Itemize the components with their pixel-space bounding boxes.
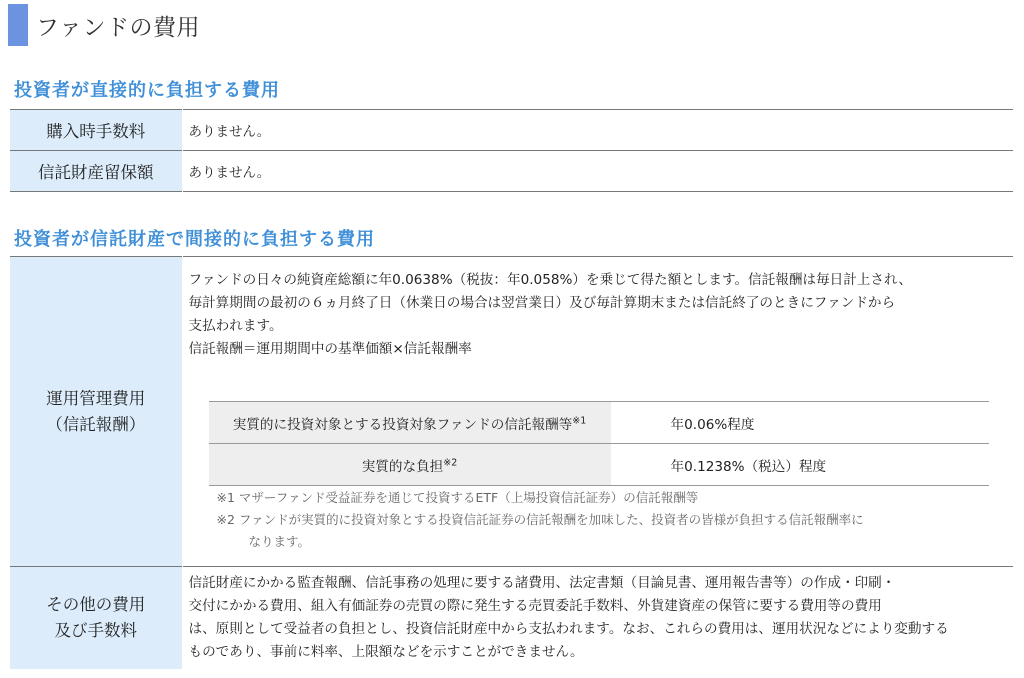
description-line: 交付にかかる費用、組入有価証券の売買の際に発生する売買委託手数料、外貨建資産の保管に要する費用等の費用 — [188, 597, 882, 614]
row-label: 購入時手数料 — [10, 110, 182, 151]
table-row — [10, 110, 1013, 151]
breakdown-label — [209, 444, 611, 486]
footnote-1: ※1 マザーファンド受益証券を通じて投資するETF（上場投資信託証券）の信託報酬等 — [216, 490, 699, 505]
indirect-costs-table — [10, 256, 1013, 669]
other-fees-label-line2: 及び手数料 — [54, 620, 137, 640]
table-row — [10, 151, 1013, 192]
footnote-mark: ※1 — [572, 414, 587, 426]
table-row — [209, 402, 989, 444]
breakdown-value: 年0.1238%（税込）程度 — [611, 444, 989, 486]
other-fees-label — [10, 567, 182, 669]
management-fee-detail — [182, 257, 1013, 567]
footnote-2-line1: ※2 ファンドが実質的に投資対象とする投資信託証券の信託報酬を加味した、投資者の皆様が負担する信託報酬率に — [216, 512, 864, 527]
description-line: ファンドの日々の純資産総額に年0.0638%（税抜：年0.058%）を乗じて得た額とします。信託報酬は毎日計上され、 — [188, 272, 912, 288]
page-title-bar — [8, 4, 200, 46]
footnote-mark: ※2 — [443, 456, 458, 468]
description-line: 毎計算期間の最初の６ヵ月終了日（休業日の場合は翌営業日）及び毎計算期末または信託終了のときにファンドから — [188, 295, 896, 311]
fee-formula: 信託報酬＝運用期間中の基準価額×信託報酬率 — [188, 341, 472, 357]
table-row — [10, 257, 1013, 567]
description-line: 支払われます。 — [188, 318, 283, 334]
breakdown-label-text: 実質的な負担 — [361, 458, 444, 475]
other-fees-description — [189, 572, 1014, 664]
row-value: ありません。 — [188, 124, 271, 140]
page-title: ファンドの費用 — [36, 14, 201, 41]
other-fees-detail — [182, 567, 1013, 669]
description-line: ものであり、事前に料率、上限額などを示すことができません。 — [188, 643, 584, 660]
breakdown-label-text: 実質的に投資対象とする投資対象ファンドの信託報酬等 — [232, 416, 573, 433]
direct-costs-table — [10, 109, 1013, 192]
breakdown-value: 年0.06%程度 — [611, 402, 989, 444]
row-label: 信託財産留保額 — [10, 151, 182, 192]
indirect-costs-heading: 投資者が信託財産で間接的に負担する費用 — [14, 229, 375, 250]
management-fee-label — [10, 257, 182, 567]
breakdown-label — [209, 402, 611, 444]
other-fees-label-line1: その他の費用 — [46, 594, 146, 614]
management-fee-description — [189, 269, 1014, 361]
management-fee-label-line2: （信託報酬） — [46, 414, 146, 434]
table-row — [10, 567, 1013, 669]
direct-costs-heading: 投資者が直接的に負担する費用 — [14, 80, 280, 101]
fee-breakdown-table — [209, 401, 989, 486]
footnotes — [217, 487, 1014, 553]
description-line: は、原則として受益者の負担とし、投資信託財産中から支払われます。なお、これらの費用は、運用状況などにより変動する — [188, 620, 949, 637]
management-fee-label-line1: 運用管理費用 — [46, 388, 146, 408]
title-accent-mark — [8, 4, 28, 46]
table-row — [209, 444, 989, 486]
description-line: 信託財産にかかる監査報酬、信託事務の処理に要する諸費用、法定書類（目論見書、運用報告書等）の作成・印刷・ — [188, 574, 896, 591]
footnote-2-line2: なります。 — [248, 534, 311, 549]
row-value: ありません。 — [188, 165, 271, 181]
